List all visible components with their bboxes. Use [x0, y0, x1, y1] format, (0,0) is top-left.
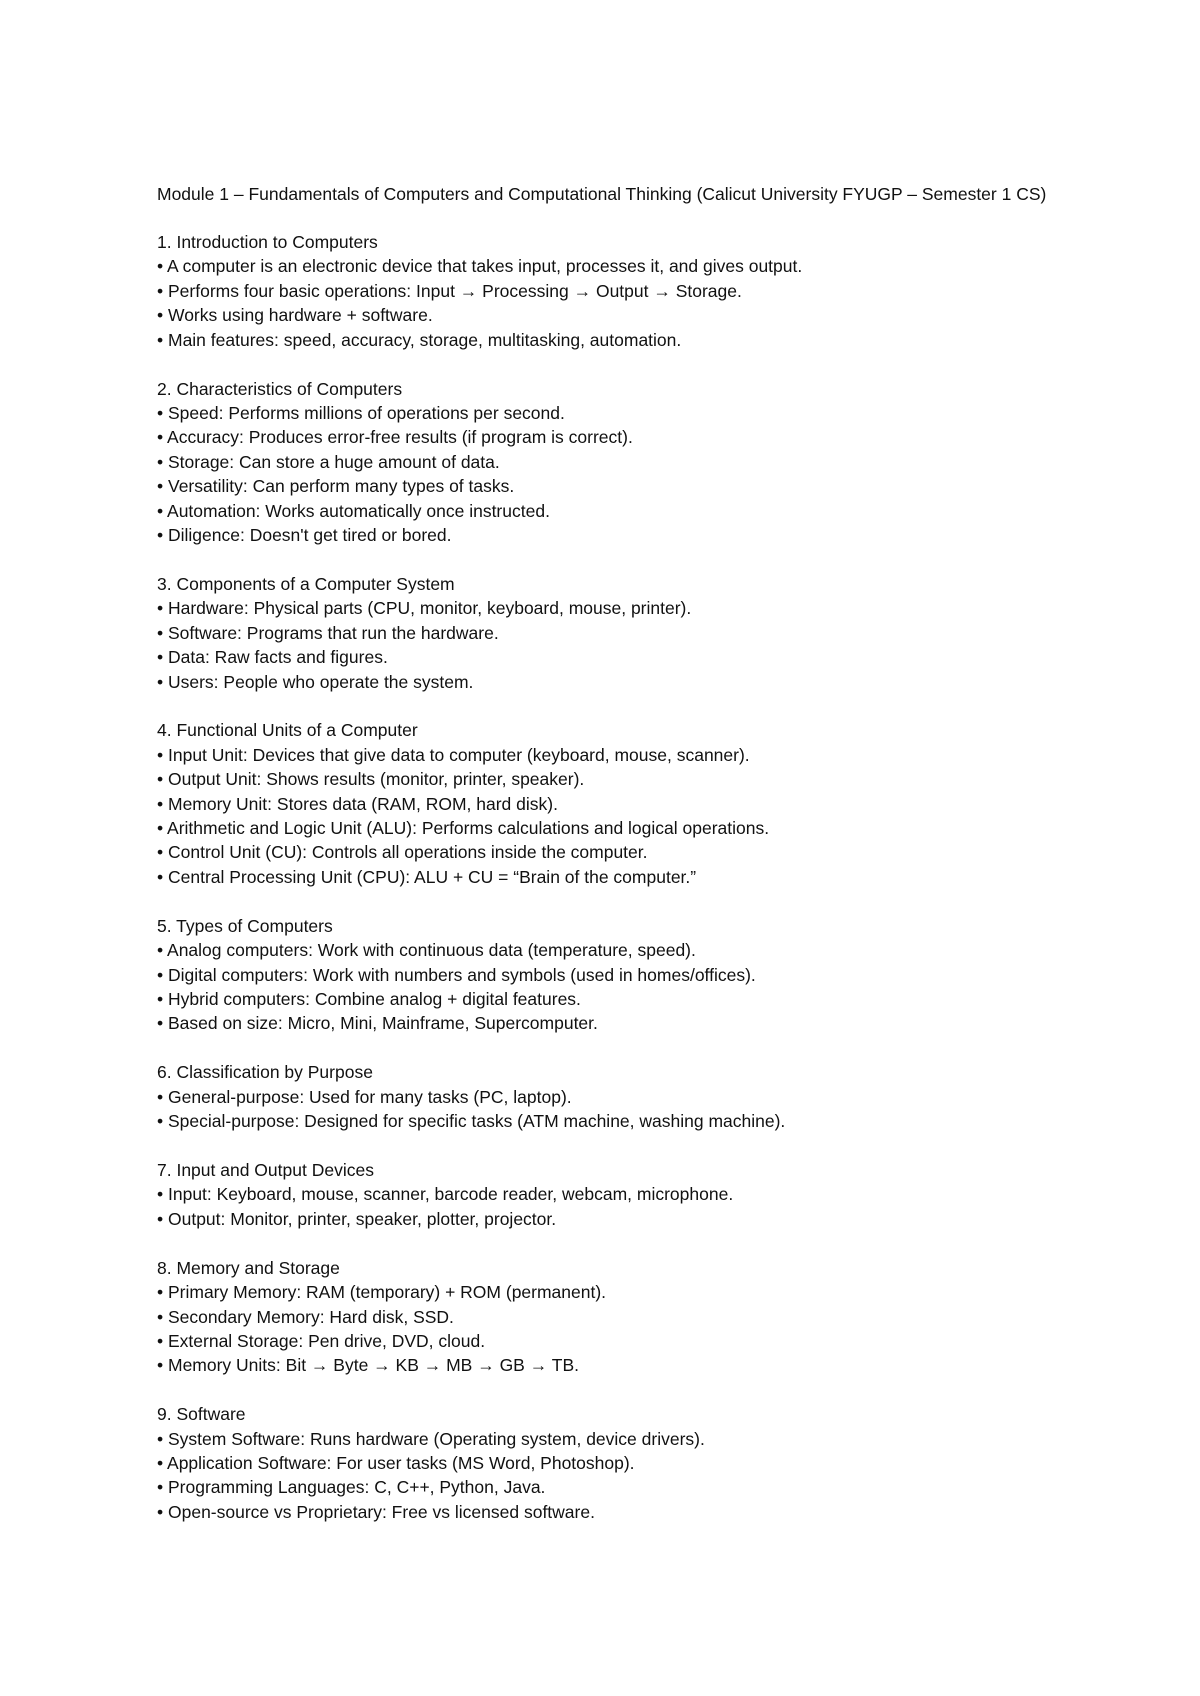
section-heading: 4. Functional Units of a Computer: [157, 720, 418, 741]
section-heading: 9. Software: [157, 1404, 246, 1425]
bullet-item: • Input Unit: Devices that give data to computer (keyboard, mouse, scanner).: [157, 744, 750, 765]
section-heading: 1. Introduction to Computers: [157, 232, 378, 252]
section: [157, 914, 1057, 1036]
bullet-item: • Data: Raw facts and figures.: [157, 647, 388, 668]
section: [157, 572, 1057, 694]
bullet-item: • Users: People who operate the system.: [157, 671, 474, 692]
bullet-item: • Output Unit: Shows results (monitor, printer, speaker).: [157, 769, 585, 790]
section: [157, 718, 1057, 889]
bullet-item: • Secondary Memory: Hard disk, SSD.: [157, 1306, 454, 1327]
bullet-item: • System Software: Runs hardware (Operating system, device drivers).: [157, 1428, 705, 1449]
bullet-item: • Diligence: Doesn't get tired or bored.: [157, 524, 452, 545]
section-heading: 3. Components of a Computer System: [157, 573, 455, 594]
bullet-item: • Analog computers: Work with continuous data (temperature, speed).: [157, 940, 696, 961]
section-heading: 6. Classification by Purpose: [157, 1062, 373, 1083]
section-heading: 2. Characteristics of Computers: [157, 378, 403, 399]
bullet-item: • External Storage: Pen drive, DVD, cloud.: [157, 1330, 486, 1351]
section: [157, 377, 1057, 548]
bullet-item: • Programming Languages: C, C++, Python, Java.: [157, 1477, 546, 1498]
bullet-item: • Output: Monitor, printer, speaker, plotter, projector.: [157, 1208, 557, 1229]
bullet-item: • Speed: Performs millions of operations per second.: [157, 402, 565, 423]
bullet-item: • Software: Programs that run the hardware.: [157, 622, 499, 643]
bullet-item: • Versatility: Can perform many types of tasks.: [157, 476, 515, 497]
bullet-item: • A computer is an electronic device that takes input, processes it, and gives output.: [157, 256, 803, 277]
bullet-item: • Primary Memory: RAM (temporary) + ROM (permanent).: [157, 1282, 607, 1303]
section: [157, 1256, 1057, 1378]
bullet-item: • Memory Units: Bit → Byte → KB → MB → GB → TB.: [157, 1355, 579, 1376]
bullet-item: • Application Software: For user tasks (MS Word, Photoshop).: [157, 1453, 635, 1474]
bullet-item: • General-purpose: Used for many tasks (PC, laptop).: [157, 1086, 572, 1107]
bullet-item: • Performs four basic operations: Input → Processing → Output → Storage.: [157, 280, 742, 301]
section: [157, 230, 1057, 352]
bullet-item: • Automation: Works automatically once instructed.: [157, 500, 550, 521]
bullet-item: • Storage: Can store a huge amount of data.: [157, 451, 500, 472]
bullet-item: • Works using hardware + software.: [157, 305, 433, 326]
bullet-item: • Accuracy: Produces error-free results (if program is correct).: [157, 427, 633, 448]
section-heading: 8. Memory and Storage: [157, 1257, 340, 1278]
bullet-item: • Based on size: Micro, Mini, Mainframe, Supercomputer.: [157, 1013, 598, 1034]
bullet-item: • Special-purpose: Designed for specific tasks (ATM machine, washing machine).: [157, 1111, 786, 1132]
bullet-item: • Hardware: Physical parts (CPU, monitor, keyboard, mouse, printer).: [157, 598, 692, 619]
bullet-item: • Main features: speed, accuracy, storage, multitasking, automation.: [157, 329, 682, 350]
bullet-item: • Open-source vs Proprietary: Free vs licensed software.: [157, 1501, 595, 1522]
bullet-item: • Input: Keyboard, mouse, scanner, barcode reader, webcam, microphone.: [157, 1184, 734, 1205]
bullet-item: • Control Unit (CU): Controls all operations inside the computer.: [157, 842, 648, 863]
section: [157, 1060, 1057, 1133]
section: [157, 1158, 1057, 1231]
sections-container: [157, 230, 1057, 1524]
section-heading: 5. Types of Computers: [157, 915, 333, 936]
bullet-item: • Arithmetic and Logic Unit (ALU): Performs calculations and logical operations.: [157, 818, 770, 839]
bullet-item: • Hybrid computers: Combine analog + digital features.: [157, 988, 581, 1009]
section: [157, 1402, 1057, 1524]
document-page: [157, 182, 1057, 1549]
bullet-item: • Central Processing Unit (CPU): ALU + CU = “Brain of the computer.”: [157, 866, 697, 887]
section-heading: 7. Input and Output Devices: [157, 1160, 374, 1180]
bullet-item: • Digital computers: Work with numbers and symbols (used in homes/offices).: [157, 964, 756, 985]
bullet-item: • Memory Unit: Stores data (RAM, ROM, hard disk).: [157, 793, 558, 814]
document-title: Module 1 – Fundamentals of Computers and Computational Thinking (Calicut University FYUGP – Semester 1 CS): [157, 184, 1047, 204]
